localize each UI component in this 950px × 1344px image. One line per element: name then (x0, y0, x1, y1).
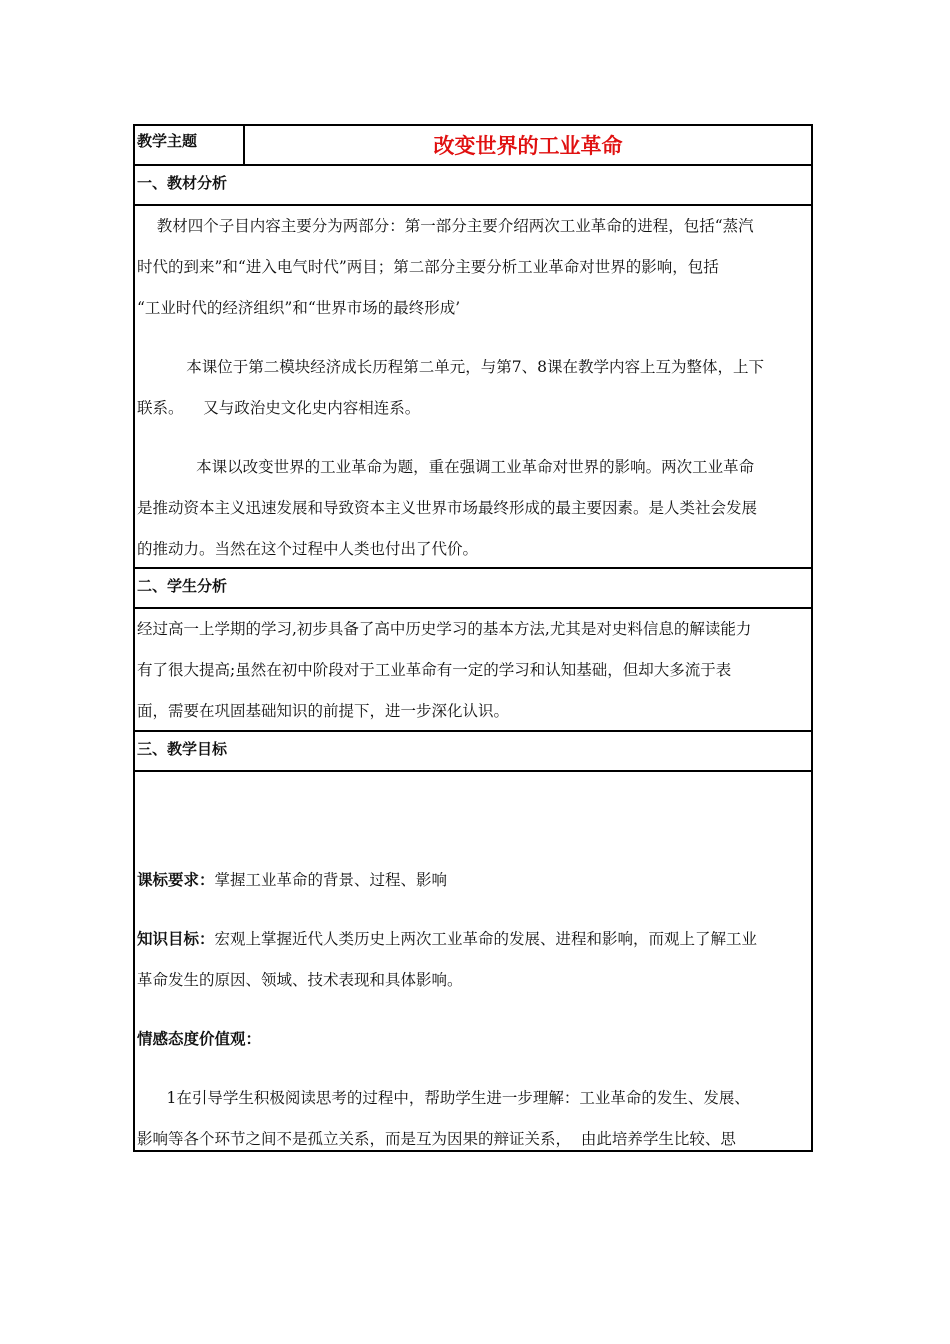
paragraph-line: 经过高一上学期的学习,初步具备了高中历史学习的基本方法,尤其是对史料信息的解读能力 (137, 620, 752, 638)
standard-label: 课标要求： (137, 871, 215, 889)
knowledge-label: 知识目标： (137, 930, 215, 948)
paragraph-line: 影响等各个环节之间不是孤立关系，而是互为因果的辩证关系， 由此培养学生比较、思 (137, 1130, 736, 1148)
lesson-plan-table (133, 124, 813, 1152)
section-body-goals (135, 772, 811, 1150)
paragraph-line: 本课以改变世界的工业革命为题，重在强调工业革命对世界的影响。两次工业革命 (137, 458, 755, 476)
topic-title: 改变世界的工业革命 (433, 134, 623, 158)
paragraph-line: “工业时代的经济组织”和“世界市场的最终形成’ (137, 299, 461, 317)
section-heading-goals: 三、教学目标 (135, 732, 811, 772)
paragraph-line: 1在引导学生积极阅读思考的过程中，帮助学生进一步理解：工业革命的发生、发展、 (137, 1089, 750, 1107)
paragraph-line: 的推动力。当然在这个过程中人类也付出了代价。 (137, 540, 479, 558)
section-body-textbook (135, 206, 811, 569)
topic-row (135, 126, 811, 166)
standard-text: 掌握工业革命的背景、过程、影响 (214, 871, 448, 889)
topic-label: 教学主题 (135, 126, 245, 164)
paragraph-line: 联系。 又与政治史文化史内容相连系。 (137, 399, 421, 417)
paragraph-line: 本课位于第二模块经济成长历程第二单元，与第7、8课在教学内容上互为整体，上下 (137, 358, 764, 376)
section-heading-students: 二、学生分析 (135, 569, 811, 609)
paragraph-line: 有了很大提高;虽然在初中阶段对于工业革命有一定的学习和认知基础，但却大多流于表 (137, 661, 732, 679)
paragraph-line: 革命发生的原因、领域、技术表现和具体影响。 (137, 971, 463, 989)
knowledge-line (137, 919, 809, 960)
paragraph-line: 面，需要在巩固基础知识的前提下，进一步深化认识。 (137, 702, 510, 720)
paragraph-line: 教材四个子目内容主要分为两部分：第一部分主要介绍两次工业革命的进程，包括“蒸汽 (137, 217, 754, 235)
section-body-students (135, 609, 811, 732)
paragraph-line: 是推动资本主义迅速发展和导致资本主义世界市场最终形成的最主要因素。是人类社会发展 (137, 499, 758, 517)
section-heading-textbook: 一、教材分析 (135, 166, 811, 206)
paragraph-line: 时代的到来”和“进入电气时代”两目；第二部分主要分析工业革命对世界的影响，包括 (137, 258, 719, 276)
emotion-label: 情感态度价值观： (137, 1030, 262, 1048)
standard-line (137, 860, 809, 901)
knowledge-text: 宏观上掌握近代人类历史上两次工业革命的发展、进程和影响，而观上了解工业 (214, 930, 758, 948)
